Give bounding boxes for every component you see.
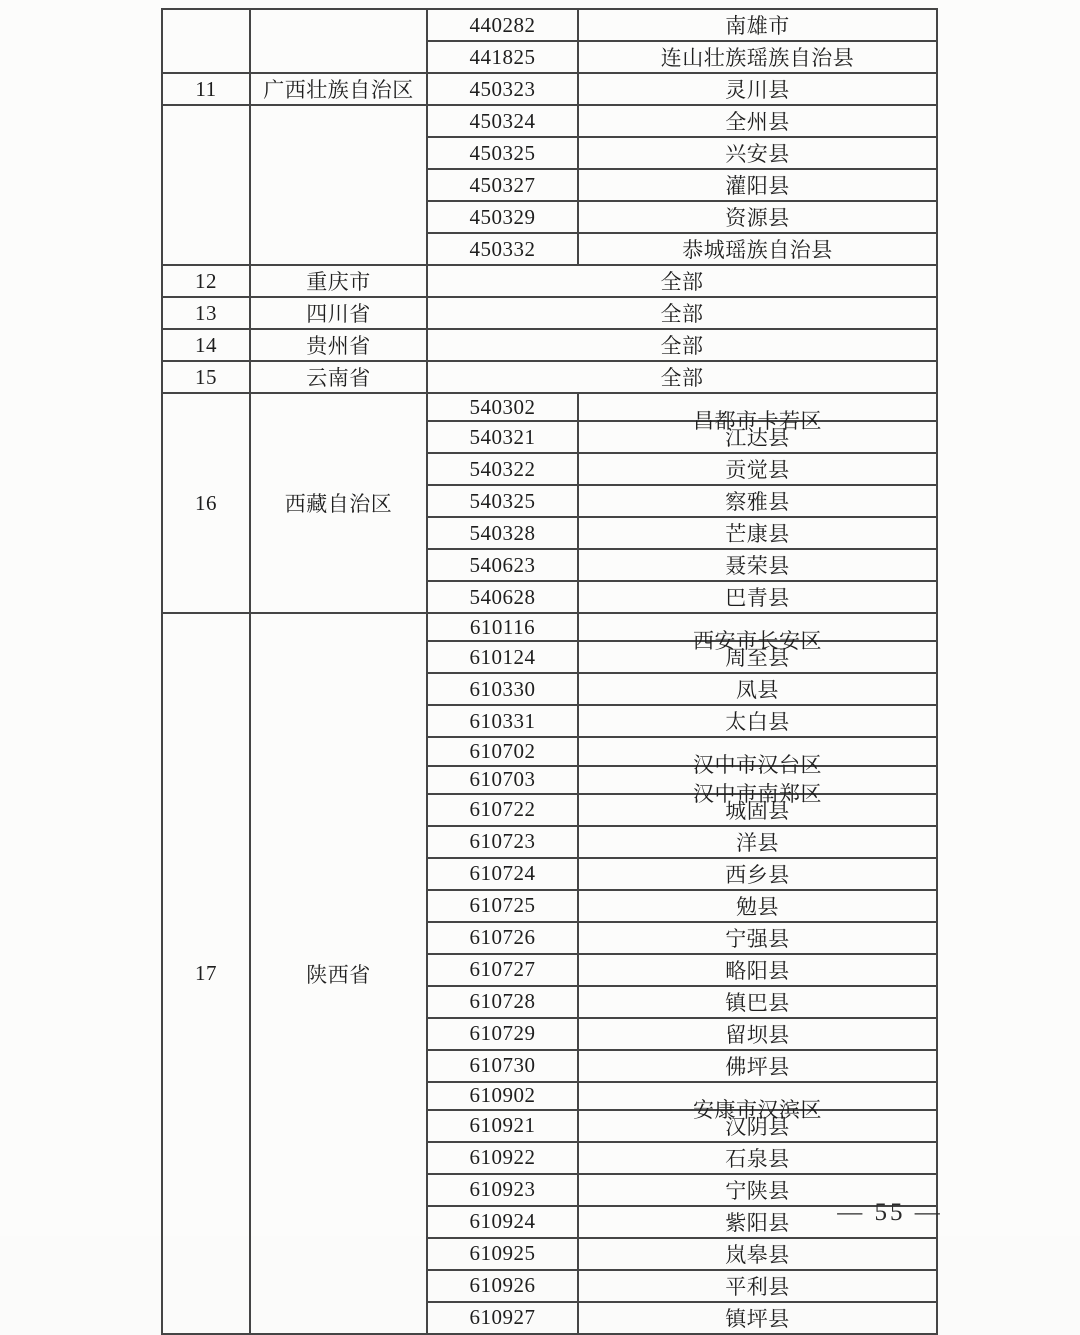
region-code [427, 1050, 578, 1082]
region-name [578, 201, 937, 233]
region-code [427, 453, 578, 485]
region-name-text: 镇巴县 [725, 990, 790, 1015]
region-code-text: 540302 [469, 394, 536, 419]
province-name [250, 265, 427, 297]
region-code [427, 858, 578, 890]
section-index [162, 297, 250, 329]
province-name-text: 重庆市 [306, 270, 371, 294]
section-index-text: 17 [195, 961, 217, 986]
table-row [162, 361, 937, 393]
table-row [162, 329, 937, 361]
province-name [250, 73, 427, 105]
region-name [578, 766, 937, 806]
region-code [427, 9, 578, 41]
section-index [162, 361, 250, 393]
region-name-text: 昌都市卡若区 [693, 409, 822, 433]
section-index-text: 14 [195, 332, 217, 357]
region-code [427, 1018, 578, 1050]
region-code [427, 954, 578, 986]
section-index-text: 16 [195, 490, 217, 515]
region-name-text: 江达县 [725, 426, 790, 451]
region-code [427, 517, 578, 549]
region-code [427, 766, 578, 794]
region-name [578, 73, 937, 105]
region-code-text: 540321 [469, 424, 536, 449]
region-name [578, 826, 937, 858]
region-code-text: 450323 [469, 76, 536, 101]
region-code [427, 1206, 578, 1238]
region-code [427, 641, 578, 673]
region-code [427, 73, 578, 105]
region-code [427, 613, 578, 641]
region-code-text: 540328 [469, 520, 536, 545]
section-index [162, 265, 250, 297]
table-row [162, 613, 937, 641]
province-name [250, 613, 427, 1334]
region-name [578, 954, 937, 986]
region-name-text: 宁陕县 [725, 1178, 790, 1203]
region-name-text: 宁强县 [725, 926, 790, 951]
section-index [162, 329, 250, 361]
province-name [250, 329, 427, 361]
region-name-text: 南雄市 [725, 14, 790, 38]
province-name-text: 贵州省 [306, 334, 371, 358]
region-code-text: 441825 [469, 44, 536, 69]
region-name [578, 673, 937, 705]
region-code-text: 610729 [469, 1021, 536, 1046]
region-code-text: 440282 [469, 12, 536, 37]
region-code-text: 450332 [469, 236, 536, 261]
region-name [578, 169, 937, 201]
region-code-text: 610925 [469, 1241, 536, 1266]
table-row [162, 9, 937, 41]
region-name-text: 勉县 [736, 894, 779, 919]
province-name [250, 393, 427, 613]
region-name [578, 737, 937, 778]
region-code [427, 549, 578, 581]
section-index [162, 393, 250, 613]
region-code-text: 610927 [469, 1305, 536, 1330]
region-name-text: 灌阳县 [725, 174, 790, 198]
region-code-text: 610923 [469, 1177, 536, 1202]
table-row [162, 265, 937, 297]
region-code-text: 610902 [469, 1083, 536, 1108]
region-code [427, 1302, 578, 1334]
region-name [578, 41, 937, 73]
region-code-text: 450324 [469, 108, 536, 133]
region-scope [427, 361, 937, 393]
region-name [578, 233, 937, 265]
region-name [578, 705, 937, 737]
region-code-text: 450325 [469, 140, 536, 165]
section-index-text: 11 [195, 76, 217, 101]
region-code [427, 105, 578, 137]
region-name-text: 西安市长安区 [693, 629, 822, 654]
region-code [427, 233, 578, 265]
region-name [578, 137, 937, 169]
region-name-text: 兴安县 [725, 142, 790, 166]
region-code-text: 610724 [469, 861, 536, 886]
region-code-text: 610921 [469, 1113, 536, 1138]
empty-index-cell [162, 9, 250, 73]
region-code-text: 610331 [469, 708, 536, 733]
region-name-text: 芒康县 [725, 522, 790, 547]
region-name-text: 汉阴县 [725, 1114, 790, 1139]
region-name-text: 连山壮族瑶族自治县 [660, 46, 855, 70]
region-code-text: 610722 [469, 797, 536, 822]
region-code-text: 610330 [469, 676, 536, 701]
region-code [427, 581, 578, 613]
region-code-table-body [162, 9, 937, 1334]
region-name-text: 聂荣县 [725, 554, 790, 579]
region-code [427, 1238, 578, 1270]
region-code [427, 890, 578, 922]
section-index-text: 12 [195, 268, 217, 293]
region-name-text: 西乡县 [725, 862, 790, 887]
region-name-text: 镇坪县 [725, 1306, 790, 1331]
region-code-text: 610725 [469, 893, 536, 918]
region-name-text: 恭城瑶族自治县 [682, 238, 833, 262]
region-name [578, 1050, 937, 1082]
region-name-text: 石泉县 [725, 1146, 790, 1171]
region-name [578, 890, 937, 922]
empty-province-cell [250, 9, 427, 73]
region-name-text: 巴青县 [725, 586, 790, 611]
region-name-text: 安康市汉滨区 [693, 1097, 822, 1122]
region-code [427, 1174, 578, 1206]
region-name-text: 城固县 [725, 798, 790, 823]
region-code [427, 1110, 578, 1142]
region-name [578, 922, 937, 954]
region-name [578, 1270, 937, 1302]
region-code-text: 610728 [469, 989, 536, 1014]
region-code [427, 421, 578, 453]
region-name-text: 灵川县 [725, 78, 790, 102]
region-code-text: 610702 [469, 738, 536, 763]
region-name [578, 581, 937, 613]
region-scope [427, 265, 937, 297]
region-code [427, 826, 578, 858]
region-name-text: 汉中市汉台区 [693, 753, 822, 778]
region-code-text: 610926 [469, 1273, 536, 1298]
region-code-table [161, 8, 938, 1335]
region-code-text: 540322 [469, 456, 536, 481]
region-name-text: 岚皋县 [725, 1242, 790, 1267]
region-code-text: 450329 [469, 204, 536, 229]
region-name-text: 佛坪县 [725, 1054, 790, 1079]
region-code [427, 986, 578, 1018]
region-code [427, 169, 578, 201]
region-name-text: 全州县 [725, 110, 790, 134]
region-code-text: 610703 [469, 767, 536, 792]
province-name-text: 四川省 [306, 302, 371, 326]
region-code-text: 610116 [469, 614, 536, 639]
table-row [162, 297, 937, 329]
region-code-text: 610922 [469, 1145, 536, 1170]
region-code [427, 1270, 578, 1302]
region-name [578, 393, 937, 433]
region-name [578, 1082, 937, 1122]
region-code-text: 610723 [469, 829, 536, 854]
region-name-text: 贡觉县 [725, 458, 790, 483]
region-code-text: 540628 [469, 584, 536, 609]
region-name-text: 察雅县 [725, 490, 790, 515]
region-name-text: 留坝县 [725, 1022, 790, 1047]
region-scope-text: 全部 [660, 270, 704, 294]
region-name-text: 汉中市南郑区 [693, 781, 822, 806]
region-scope-text: 全部 [660, 334, 704, 358]
region-name [578, 986, 937, 1018]
region-scope-text: 全部 [660, 366, 704, 390]
province-name-text: 西藏自治区 [284, 492, 393, 517]
region-name [578, 858, 937, 890]
region-code-text: 450327 [469, 172, 536, 197]
region-name [578, 1302, 937, 1334]
region-code-text: 540623 [469, 552, 536, 577]
region-name-text: 紫阳县 [725, 1210, 790, 1235]
region-name [578, 485, 937, 517]
empty-province-cell [250, 105, 427, 265]
region-code-text: 610124 [469, 644, 536, 669]
section-index-text: 13 [195, 300, 217, 325]
region-name [578, 1142, 937, 1174]
region-code [427, 485, 578, 517]
region-code [427, 737, 578, 765]
region-code [427, 393, 578, 421]
region-name-text: 略阳县 [725, 958, 790, 983]
region-name-text: 资源县 [725, 206, 790, 230]
table-row [162, 393, 937, 421]
section-index [162, 613, 250, 1334]
region-code [427, 673, 578, 705]
region-name [578, 549, 937, 581]
region-name-text: 洋县 [736, 830, 779, 855]
table-row [162, 105, 937, 137]
province-name [250, 361, 427, 393]
province-name-text: 广西壮族自治区 [263, 78, 414, 102]
page-number: — 55 — [837, 1199, 943, 1226]
region-code-text: 610730 [469, 1053, 536, 1078]
region-name [578, 613, 937, 654]
region-code [427, 1082, 578, 1110]
province-name-text: 陕西省 [306, 962, 371, 987]
region-scope-text: 全部 [660, 302, 704, 326]
region-code [427, 705, 578, 737]
table-row [162, 73, 937, 105]
region-name [578, 453, 937, 485]
province-name-text: 云南省 [306, 366, 371, 390]
region-name [578, 9, 937, 41]
region-code [427, 1142, 578, 1174]
region-code-text: 610924 [469, 1209, 536, 1234]
region-name [578, 517, 937, 549]
region-name-text: 太白县 [725, 710, 790, 735]
region-name-text: 平利县 [725, 1274, 790, 1299]
region-code-text: 540325 [469, 488, 536, 513]
region-scope [427, 329, 937, 361]
region-name [578, 105, 937, 137]
province-name [250, 297, 427, 329]
region-code [427, 137, 578, 169]
region-scope [427, 297, 937, 329]
empty-index-cell [162, 105, 250, 265]
region-name-text: 周至县 [725, 646, 790, 671]
region-code-text: 610727 [469, 957, 536, 982]
region-name [578, 1018, 937, 1050]
region-name [578, 1238, 937, 1270]
region-code [427, 201, 578, 233]
region-name-text: 凤县 [736, 678, 779, 703]
region-code [427, 922, 578, 954]
region-code [427, 41, 578, 73]
section-index [162, 73, 250, 105]
region-code [427, 794, 578, 826]
region-code-text: 610726 [469, 925, 536, 950]
section-index-text: 15 [195, 364, 217, 389]
